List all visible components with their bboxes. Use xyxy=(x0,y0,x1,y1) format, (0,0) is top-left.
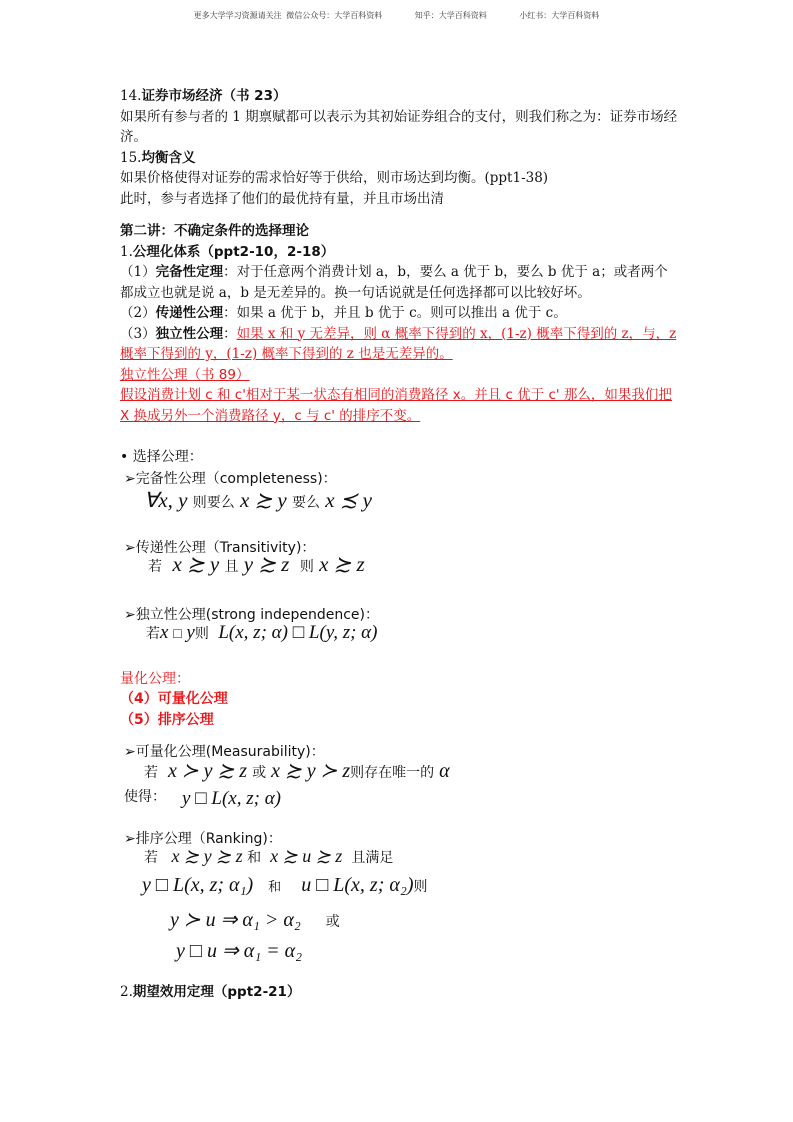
section-15-line2: 此时，参与者选择了他们的最优持有量，并且市场出清 xyxy=(120,190,444,207)
axiom-text: ：对于任意两个消费计划 a，b，要么 a 优于 b，要么 b 优于 a；或者两个都成立也就是说 a，b 是无差异的。换一句话说就是任何选择都可以比较好坏。 xyxy=(120,264,668,301)
choice-axioms-heading: 选择公理： xyxy=(132,449,203,465)
page-header xyxy=(0,10,793,21)
lecture-2-title: 第二讲：不确定条件的选择理论 xyxy=(120,223,309,239)
section-14-body: 如果所有参与者的 1 期禀赋都可以表示为其初始证券组合的支付，则我们称之为：证券市场经济。 xyxy=(120,108,678,145)
axiom-name: 传递性公理 xyxy=(155,305,224,321)
section-15-heading xyxy=(120,148,680,169)
axiom-name: 独立性公理 xyxy=(155,325,224,342)
arrow-bullet-icon: ➢ xyxy=(124,471,136,487)
axiom-number: （2） xyxy=(120,305,156,321)
measurability-label: ➢可量化公理(Measurability)： xyxy=(124,744,325,760)
header-xiaohongshu: 小红书：大学百科资料 xyxy=(519,11,600,20)
axiom-completeness xyxy=(120,262,680,303)
measurability-formula: 若 x ≻ y ≿ z 或 x ≿ y ≻ z则存在唯一的 α xyxy=(144,760,450,782)
axiom-text: ：如果 a 优于 b，并且 b 优于 c。则可以推出 a 优于 c。 xyxy=(223,305,567,321)
axiom-name: 完备性定理 xyxy=(155,264,224,280)
section-title: 期望效用定理（ppt2-21） xyxy=(132,984,301,1000)
transitivity-formula: 若 x ≿ y 且 y ≿ z 则 x ≿ z xyxy=(148,552,365,576)
section-number: 14. xyxy=(120,88,142,104)
section-title: 均衡含义 xyxy=(141,149,196,166)
choice-axioms-bullet xyxy=(120,446,203,466)
independence-book-title: 独立性公理（书 89） xyxy=(120,366,250,383)
ranking-implication-strict: y ≻ u ⇒ α₁ > α₂ 或 xyxy=(170,909,340,931)
measurability-such-that: 使得： xyxy=(124,789,166,805)
section-number: 1. xyxy=(120,243,133,260)
quant-axiom-ranking: （5）排序公理 xyxy=(120,712,214,728)
axiom-separator: ： xyxy=(223,325,237,342)
quant-axiom-measurability: （4）可量化公理 xyxy=(120,691,228,707)
independence-formula: 若x □ y则 L(x, z; α) □ L(y, z; α) xyxy=(146,622,378,643)
arrow-bullet-icon: ➢ xyxy=(124,540,136,556)
arrow-bullet-icon: ➢ xyxy=(124,607,136,623)
header-zhihu: 知乎：大学百科资料 xyxy=(414,11,487,20)
ranking-lotteries: y □ L(x, z; α₁) 和 u □ L(x, z; α₂)则 xyxy=(142,874,428,896)
axiom-text-highlighted: 如果 x 和 y 无差异，则 α 概率下得到的 x，(1-z) 概率下得到的 z，与，z 概率下得到的 y，(1-z) 概率下得到的 z 也是无差异的。 xyxy=(120,325,677,362)
axiom-number: （1） xyxy=(120,264,156,280)
arrow-bullet-icon: ➢ xyxy=(124,744,136,760)
section-2-heading xyxy=(120,980,300,1000)
completeness-formula: ∀x, y 则要么 x ≿ y 要么 x ≾ y xyxy=(144,488,373,512)
ranking-condition: 若 x ≿ y ≿ z 和 x ≿ u ≿ z 且满足 xyxy=(144,846,394,866)
section-title: 证券市场经济（书 23） xyxy=(141,88,287,104)
axiom-independence xyxy=(120,324,680,365)
independence-label: ➢独立性公理(strong independence)： xyxy=(124,607,379,623)
ranking-label: ➢排序公理（Ranking)： xyxy=(124,831,282,847)
section-title: 公理化体系（ppt2-10，2-18） xyxy=(132,243,335,260)
subsection-1-heading xyxy=(120,242,680,263)
section-number: 15. xyxy=(120,149,142,166)
bullet-icon: • xyxy=(120,449,129,465)
completeness-label: ➢完备性公理（completeness)： xyxy=(124,471,337,487)
section-number: 2. xyxy=(120,984,133,1000)
measurability-lottery: y □ L(x, z; α) xyxy=(182,788,282,809)
independence-book-text: 假设消费计划 c 和 c'相对于某一状态有相同的消费路径 x。并且 c 优于 c' 那么，如果我们把 X 换成另外一个消费路径 y，c 与 c' 的排序不变。 xyxy=(120,387,672,424)
section-15-line1: 如果价格使得对证券的需求恰好等于供给，则市场达到均衡。(ppt1-38) xyxy=(120,170,549,186)
section-14-heading xyxy=(120,86,680,107)
axiom-number: （3） xyxy=(120,325,156,342)
header-wechat: 更多大学学习资源请关注 微信公众号：大学百科资料 xyxy=(193,11,383,20)
ranking-implication-equal: y □ u ⇒ α₁ = α₂ xyxy=(176,940,303,962)
transitivity-label: ➢传递性公理（Transitivity)： xyxy=(124,540,316,556)
quant-axioms-heading: 量化公理： xyxy=(120,671,190,687)
missing-glyph-box: □ xyxy=(173,627,182,642)
arrow-bullet-icon: ➢ xyxy=(124,831,136,847)
axiom-transitivity xyxy=(120,303,680,324)
document-body xyxy=(120,86,680,426)
